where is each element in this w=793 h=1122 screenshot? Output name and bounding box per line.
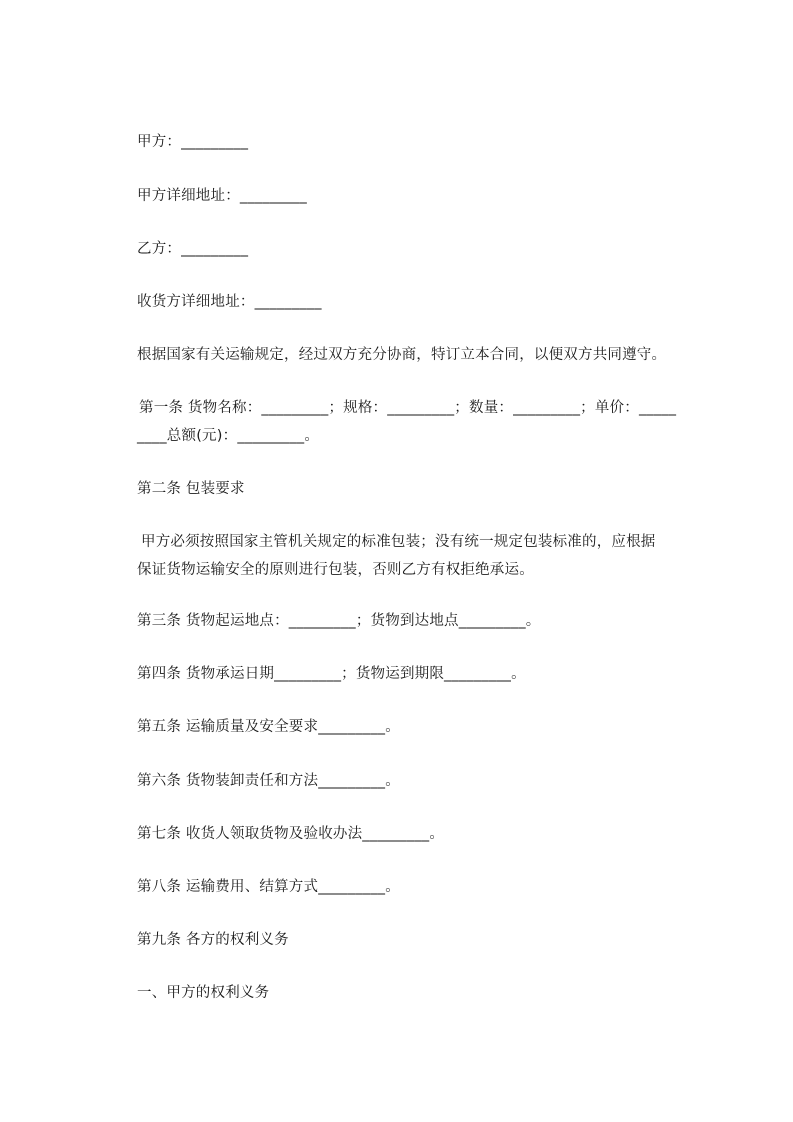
article8-line: 第八条 运输费用、结算方式_________。 xyxy=(137,879,400,895)
article9-title: 第九条 各方的权利义务 xyxy=(137,932,289,948)
article2-body-line1: 甲方必须按照国家主管机关规定的标准包装；没有统一规定包装标准的，应根据 xyxy=(141,534,656,550)
party-b-line: 乙方：_________ xyxy=(137,241,249,257)
article6-line: 第六条 货物装卸责任和方法_________。 xyxy=(137,773,400,789)
article2-title: 第二条 包装要求 xyxy=(137,481,245,497)
intro-paragraph: 根据国家有关运输规定，经过双方充分协商，特订立本合同，以便双方共同遵守。 xyxy=(137,347,667,363)
article4-line: 第四条 货物承运日期_________；货物运到期限_________。 xyxy=(137,666,526,682)
party-a-address-line: 甲方详细地址：_________ xyxy=(137,188,307,204)
party-a-line: 甲方：_________ xyxy=(137,134,249,150)
section1-title: 一、甲方的权利义务 xyxy=(137,985,270,1001)
article1-line2: ____总额(元)：_________。 xyxy=(137,428,320,444)
article2-body-line2: 保证货物运输安全的原则进行包装，否则乙方有权拒绝承运。 xyxy=(137,562,534,578)
article7-line: 第七条 收货人领取货物及验收办法_________。 xyxy=(137,826,445,842)
article1-line1: 第一条 货物名称：_________；规格：_________；数量：_________；单价：_____ xyxy=(139,400,677,416)
article5-line: 第五条 运输质量及安全要求_________。 xyxy=(137,719,400,735)
consignee-address-line: 收货方详细地址：_________ xyxy=(137,294,322,310)
article3-line: 第三条 货物起运地点：_________；货物到达地点_________。 xyxy=(137,613,541,629)
